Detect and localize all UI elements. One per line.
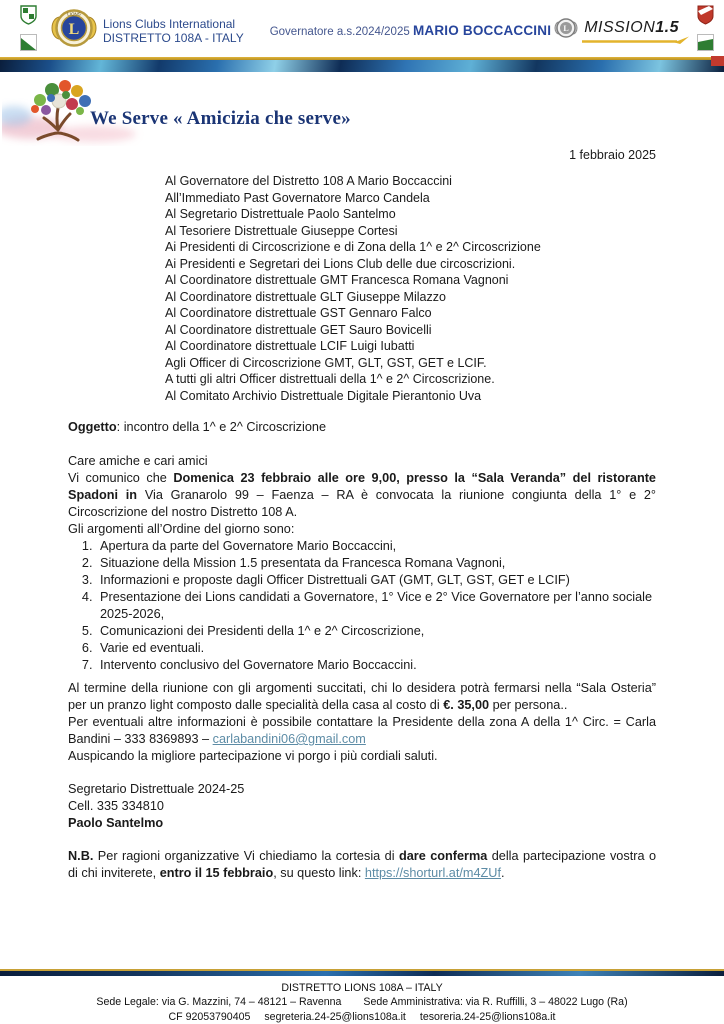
nb-text2: della partecipazione vostra o di chi inviterete,: [68, 849, 656, 880]
recipient-line: Agli Officer di Circoscrizione GMT, GLT, GST, GET e LCIF.: [165, 355, 487, 370]
recipient-line: Al Coordinatore distrettuale LCIF Luigi Iubatti: [165, 339, 415, 353]
nb-text1: Per ragioni organizzative Vi chiediamo la cortesia di: [93, 849, 399, 863]
agenda-item: 7. Intervento conclusivo del Governatore Mario Boccaccini.: [96, 657, 656, 674]
left-crest-column: [20, 5, 37, 56]
nb-text3: , su questo link:: [273, 866, 365, 880]
signature-phone: Cell. 335 334810: [68, 799, 164, 813]
mission-arrow-icon: [582, 34, 691, 44]
org-line1: Lions Clubs International: [103, 16, 236, 31]
contact-paragraph: [68, 714, 656, 748]
intro-bold: Domenica 23 febbraio alle ore 9,00, presso la “Sala Veranda” del ristorante Spadoni in: [68, 471, 656, 502]
lions-logo-icon: [51, 6, 97, 55]
recipient-line: Al Comitato Archivio Distrettuale Digitale Pierantonio Uva: [165, 388, 482, 403]
letter-date: 1 febbraio 2025: [569, 148, 656, 162]
tagline-motto: We Serve « Amicizia che serve»: [90, 108, 351, 129]
footer-secretary-email: segreteria.24-25@lions108a.it: [264, 1010, 406, 1023]
svg-text:L: L: [563, 24, 569, 33]
org-lines: [103, 17, 244, 45]
intro-paragraph: [68, 470, 656, 521]
agenda-item: 6. Varie ed eventuali.: [96, 640, 656, 657]
subject-text: : incontro della 1^ e 2^ Circoscrizione: [116, 420, 327, 434]
recipient-line: Al Coordinatore distrettuale GMT Francesca Romana Vagnoni: [165, 273, 509, 287]
mission-label: [582, 19, 687, 42]
footer: [0, 969, 724, 1024]
nb-paragraph: [68, 848, 656, 882]
footer-text: [0, 976, 724, 1024]
org-line2: DISTRETTO 108A - ITALY: [103, 30, 244, 45]
agenda-list: [68, 538, 656, 674]
mission-word: MISSION: [584, 19, 656, 36]
footer-cf: CF 92053790405: [168, 1010, 251, 1023]
recipient-line: Al Governatore del Distretto 108 A Mario Boccaccini: [165, 174, 452, 188]
recipient-line: Al Tesoriere Distrettuale Giuseppe Cortesi: [165, 223, 398, 238]
footer-treasury-email: tesoreria.24-25@lions108a.it: [419, 1010, 556, 1023]
nb-confirm: dare conferma: [398, 849, 488, 863]
letter-body: [0, 173, 724, 882]
region-flag-icon: [20, 34, 37, 56]
city-shield-icon: [697, 5, 714, 30]
recipient-line: Ai Presidenti e Segretari dei Lions Club delle due circoscrizioni.: [165, 256, 516, 271]
farewell-line: Auspicando la migliore partecipazione vi porgo i più cordiali saluti.: [68, 749, 438, 763]
contact-pre: Per eventuali altre informazioni è possibile contattare la Presidente della zona A della 1^ Circ. = Carla Bandini – 333 8369893 –: [68, 715, 656, 746]
salutation: Care amiche e cari amici: [68, 454, 208, 468]
mission-badge: [554, 16, 687, 45]
governor-name: MARIO BOCCACCINI: [412, 23, 552, 38]
red-band-accent: [711, 56, 724, 66]
intro-post: Via Granarolo 99 – Faenza – RA è convocata la riunione congiunta della 1° e 2° Circoscrizione del nostro Distretto 108 A.: [68, 488, 656, 519]
blue-photo-band: [0, 60, 724, 72]
footer-legal-address: Sede Legale: via G. Mazzini, 74 – 48121 – Ravenna: [96, 996, 342, 1008]
closing-paragraph: [68, 680, 656, 714]
closing-price: €. 35,00: [443, 698, 490, 712]
tagline-row: [0, 78, 724, 148]
recipient-line: All’Immediato Past Governatore Marco Candela: [165, 190, 430, 205]
subject-label: Oggetto: [68, 420, 117, 434]
lions-logo-text: LIONS: [67, 11, 81, 17]
footer-district-line: DISTRETTO LIONS 108A – ITALY: [281, 981, 443, 994]
recipient-line: Ai Presidenti di Circoscrizione e di Zona della 1^ e 2^ Circoscrizione: [165, 240, 541, 254]
signature-role: Segretario Distrettuale 2024-25: [68, 782, 245, 796]
right-crest-column: [697, 5, 714, 56]
contact-email-link[interactable]: carlabandini06@gmail.com: [212, 732, 366, 746]
signature-name: Paolo Santelmo: [68, 816, 164, 830]
subject-line: [68, 419, 656, 436]
intro-pre: Vi comunico che: [68, 471, 174, 485]
governor-prefix: Governatore a.s.2024/2025: [269, 26, 410, 38]
agenda-item: 4. Presentazione dei Lions candidati a Governatore, 1° Vice e 2° Vice Governatore per l’anno sociale 2025-2026,: [96, 589, 656, 623]
recipient-line: Al Coordinatore distrettuale GET Sauro Bovicelli: [165, 322, 432, 337]
closing-pre: Al termine della riunione con gli argomenti succitati, chi lo desidera potrà fermarsi nella “Sala Osteria” per un pranzo light composto dalle specialità della casa al costo di: [68, 681, 656, 712]
recipient-line: A tutti gli altri Officer distrettuali della 1^ e 2^ Circoscrizione.: [165, 372, 495, 386]
agenda-item: 1. Apertura da parte del Governatore Mario Boccaccini,: [96, 538, 656, 555]
agenda-item: 5. Comunicazioni dei Presidenti della 1^ e 2^ Circoscrizione,: [96, 623, 656, 640]
mission-lions-emblem-icon: [554, 16, 578, 45]
recipient-line: Al Segretario Distrettuale Paolo Santelmo: [165, 207, 396, 221]
agenda-item: 3. Informazioni e proposte dagli Officer Distrettuali GAT (GMT, GLT, GST, GET e LCIF): [96, 572, 656, 589]
nb-label: N.B.: [68, 849, 94, 863]
recipient-line: Al Coordinatore distrettuale GST Gennaro Falco: [165, 306, 432, 320]
lions-brand: [51, 6, 244, 55]
region-shield-icon: [20, 5, 37, 30]
footer-contacts-line: [0, 1010, 724, 1024]
governor-line: [270, 23, 551, 38]
city-flag-icon: [697, 34, 714, 56]
rsvp-link[interactable]: https://shorturl.at/m4ZUf: [364, 866, 501, 880]
signature-block: [68, 781, 656, 832]
nb-period: .: [500, 866, 505, 880]
closing-post: per persona..: [489, 698, 568, 712]
letterhead: [0, 0, 724, 57]
agenda-item: 2. Situazione della Mission 1.5 presentata da Francesca Romana Vagnoni,: [96, 555, 656, 572]
nb-deadline: entro il 15 febbraio: [159, 866, 274, 880]
agenda-intro: Gli argomenti all’Ordine del giorno sono:: [68, 522, 295, 536]
svg-text:L: L: [68, 21, 80, 38]
recipient-line: Al Coordinatore distrettuale GLT Giuseppe Milazzo: [165, 289, 446, 304]
mission-number: 1.5: [655, 19, 679, 36]
footer-address-line: [0, 995, 724, 1010]
footer-admin-address: Sede Amministrativa: via R. Ruffilli, 3 – 48022 Lugo (Ra): [363, 996, 628, 1008]
recipient-list: [68, 173, 656, 404]
